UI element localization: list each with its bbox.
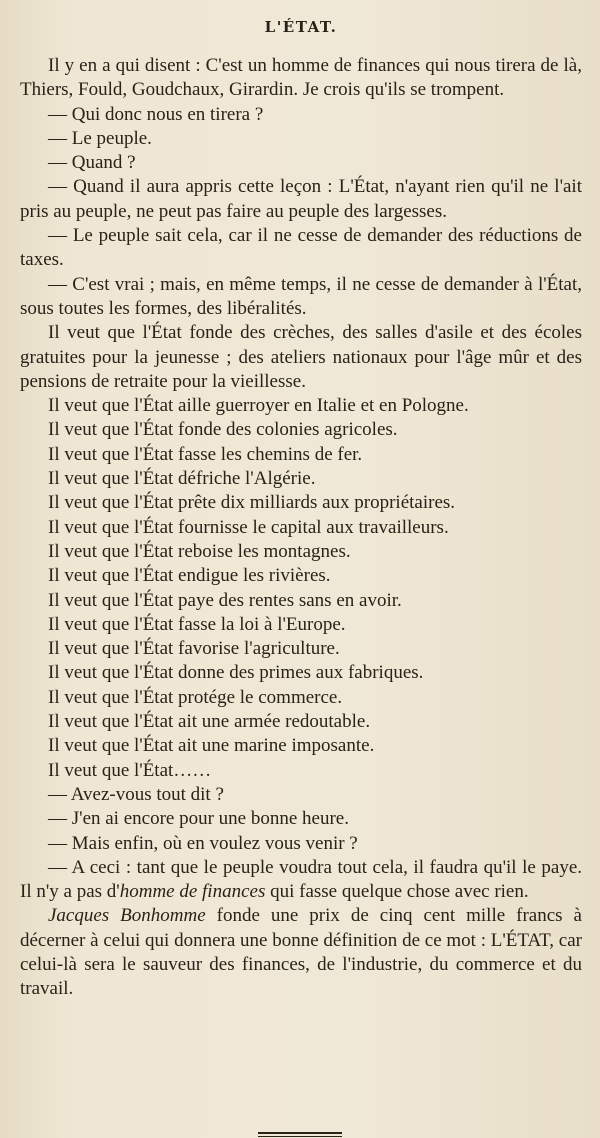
paragraph: Il veut que l'État ait une armée redoutable. [48,711,371,733]
paragraph: Il veut que l'État aille guerroyer en Italie et en Pologne. [48,395,469,417]
text-run: qui fasse quelque chose avec rien. [265,881,529,903]
article-body [20,54,582,1002]
paragraph: Il veut que l'État…… [48,759,212,781]
paragraph: — Quand il aura appris cette leçon : L'État, n'ayant rien qu'il ne l'ait pris au peuple, ne peut pas faire au peuple des largesses. [20,176,582,222]
closing-rule [258,1132,342,1134]
paragraph: — C'est vrai ; mais, en même temps, il ne cesse de demander à l'État, sous toutes les formes, des libéralités. [20,273,582,319]
paragraph: — Qui donc nous en tirera ? [48,103,264,125]
paragraph: Il veut que l'État reboise les montagnes. [48,540,351,562]
paragraph [20,856,582,905]
paragraph: — J'en ai encore pour une bonne heure. [48,808,349,830]
paragraph: — Avez-vous tout dit ? [48,783,224,805]
text-run: fonde une prix de cinq cent mille francs à décerner à celui qui donnera une bonne définition de ce mot : L'ÉTAT, car celui-là sera le sauveur des finances, de l'industrie, du commerce et du travail. [20,905,582,1000]
italic-phrase: Jacques Bonhomme [48,905,206,927]
paragraph: Il veut que l'État fournisse le capital aux travailleurs. [48,516,449,538]
paragraph: Il veut que l'État fonde des colonies agricoles. [48,419,398,441]
paragraph [20,904,582,1001]
paragraph: — Le peuple. [48,127,152,149]
paragraph: Il y en a qui disent : C'est un homme de finances qui nous tirera de là, Thiers, Fould, Goudchaux, Girardin. Je crois qu'ils se trompent. [20,55,582,101]
paragraph: Il veut que l'État ait une marine imposante. [48,735,375,757]
paragraph: Il veut que l'État paye des rentes sans en avoir. [48,589,402,611]
italic-phrase: homme de finances [119,881,266,903]
paragraph: Il veut que l'État défriche l'Algérie. [48,468,316,490]
paragraph: — Quand ? [48,152,136,174]
paragraph: Il veut que l'État donne des primes aux fabriques. [48,662,424,684]
article-title: L'ÉTAT. [264,18,338,36]
paragraph: Il veut que l'État prête dix milliards aux propriétaires. [48,492,456,514]
paragraph: — Mais enfin, où en voulez vous venir ? [48,832,358,854]
paragraph: Il veut que l'État fasse les chemins de fer. [48,443,363,465]
text-run: — A ceci : tant que le peuple voudra tout cela, il faudra qu'il le paye. Il n'y a pas d' [20,856,582,903]
paragraph: Il veut que l'État protége le commerce. [48,686,343,708]
paragraph: Il veut que l'État fasse la loi à l'Europe. [48,613,346,635]
paragraph: Il veut que l'État favorise l'agriculture. [48,638,340,660]
paragraph: Il veut que l'État fonde des crèches, des salles d'asile et des écoles gratuites pour la jeunesse ; des ateliers nationaux pour l'âge mûr et des pensions de retraite pour la vieillesse. [20,322,582,392]
paragraph: — Le peuple sait cela, car il ne cesse de demander des réductions de taxes. [20,225,582,271]
paragraph: Il veut que l'État endigue les rivières. [48,565,331,587]
